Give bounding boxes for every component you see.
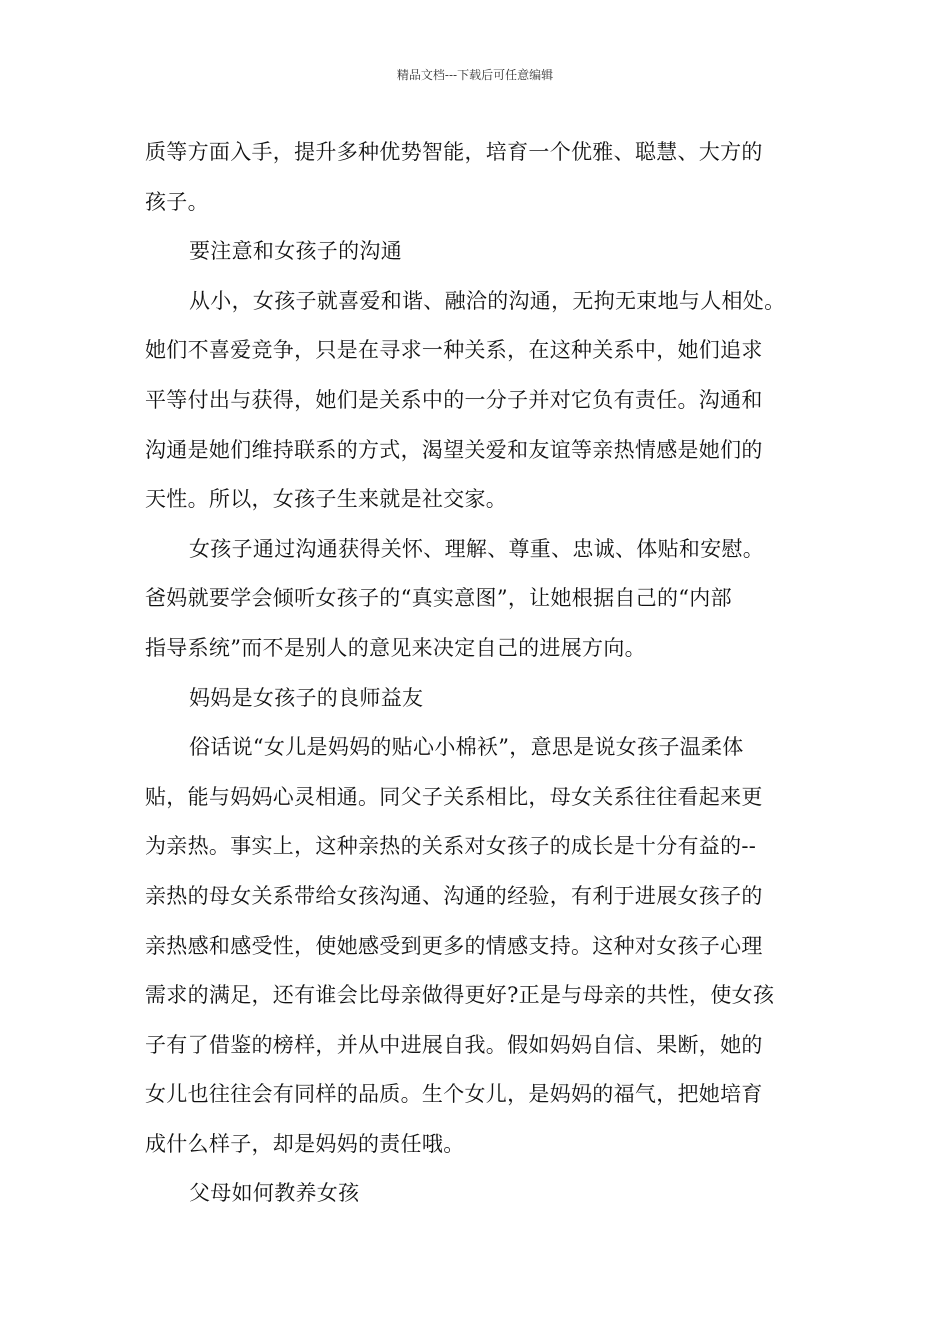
text-line: 爸妈就要学会倾听女孩子的“真实意图”，让她根据自己的“内部 xyxy=(145,586,732,611)
text-line: 子有了借鉴的榜样，并从中进展自我。假如妈妈自信、果断，她的 xyxy=(145,1032,763,1057)
text-line: 天性。所以，女孩子生来就是社交家。 xyxy=(145,487,508,512)
text-line: 俗话说“女儿是妈妈的贴心小棉袄”，意思是说女孩子温柔体 xyxy=(189,735,744,760)
text-line: 女儿也往往会有同样的品质。生个女儿，是妈妈的福气，把她培育 xyxy=(145,1082,763,1107)
text-line: 亲热感和感受性，使她感受到更多的情感支持。这种对女孩子心理 xyxy=(145,933,763,958)
section-heading: 妈妈是女孩子的良师益友 xyxy=(189,685,424,710)
text-line: 指导系统”而不是别人的意见来决定自己的进展方向。 xyxy=(145,635,646,660)
text-line: 女孩子通过沟通获得关怀、理解、尊重、忠诚、体贴和安慰。 xyxy=(189,536,765,561)
text-line: 她们不喜爱竞争，只是在寻求一种关系，在这种关系中，她们追求 xyxy=(145,338,763,363)
text-line: 质等方面入手，提升多种优势智能，培育一个优雅、聪慧、大方的 xyxy=(145,140,763,164)
text-line: 亲热的母女关系带给女孩沟通、沟通的经验，有利于进展女孩子的 xyxy=(145,883,763,908)
text-line: 沟通是她们维持联系的方式，渴望关爱和友谊等亲热情感是她们的 xyxy=(145,437,763,462)
text-line: 孩子。 xyxy=(145,189,209,214)
section-heading: 要注意和女孩子的沟通 xyxy=(189,239,402,264)
text-line: 从小，女孩子就喜爱和谐、融洽的沟通，无拘无束地与人相处。 xyxy=(189,288,786,313)
text-line: 为亲热。事实上，这种亲热的关系对女孩子的成长是十分有益的-- xyxy=(145,834,757,859)
text-line: 需求的满足，还有谁会比母亲做得更好?正是与母亲的共性，使女孩 xyxy=(145,983,775,1008)
page-header: 精品文档---下载后可任意编辑 xyxy=(396,68,554,82)
text-line: 贴，能与妈妈心灵相通。同父子关系相比，母女关系往往看起来更 xyxy=(145,784,763,809)
text-line: 成什么样子，却是妈妈的责任哦。 xyxy=(145,1131,465,1156)
document-body xyxy=(145,128,810,1219)
section-heading: 父母如何教养女孩 xyxy=(189,1181,360,1206)
text-line: 平等付出与获得，她们是关系中的一分子并对它负有责任。沟通和 xyxy=(145,387,763,412)
